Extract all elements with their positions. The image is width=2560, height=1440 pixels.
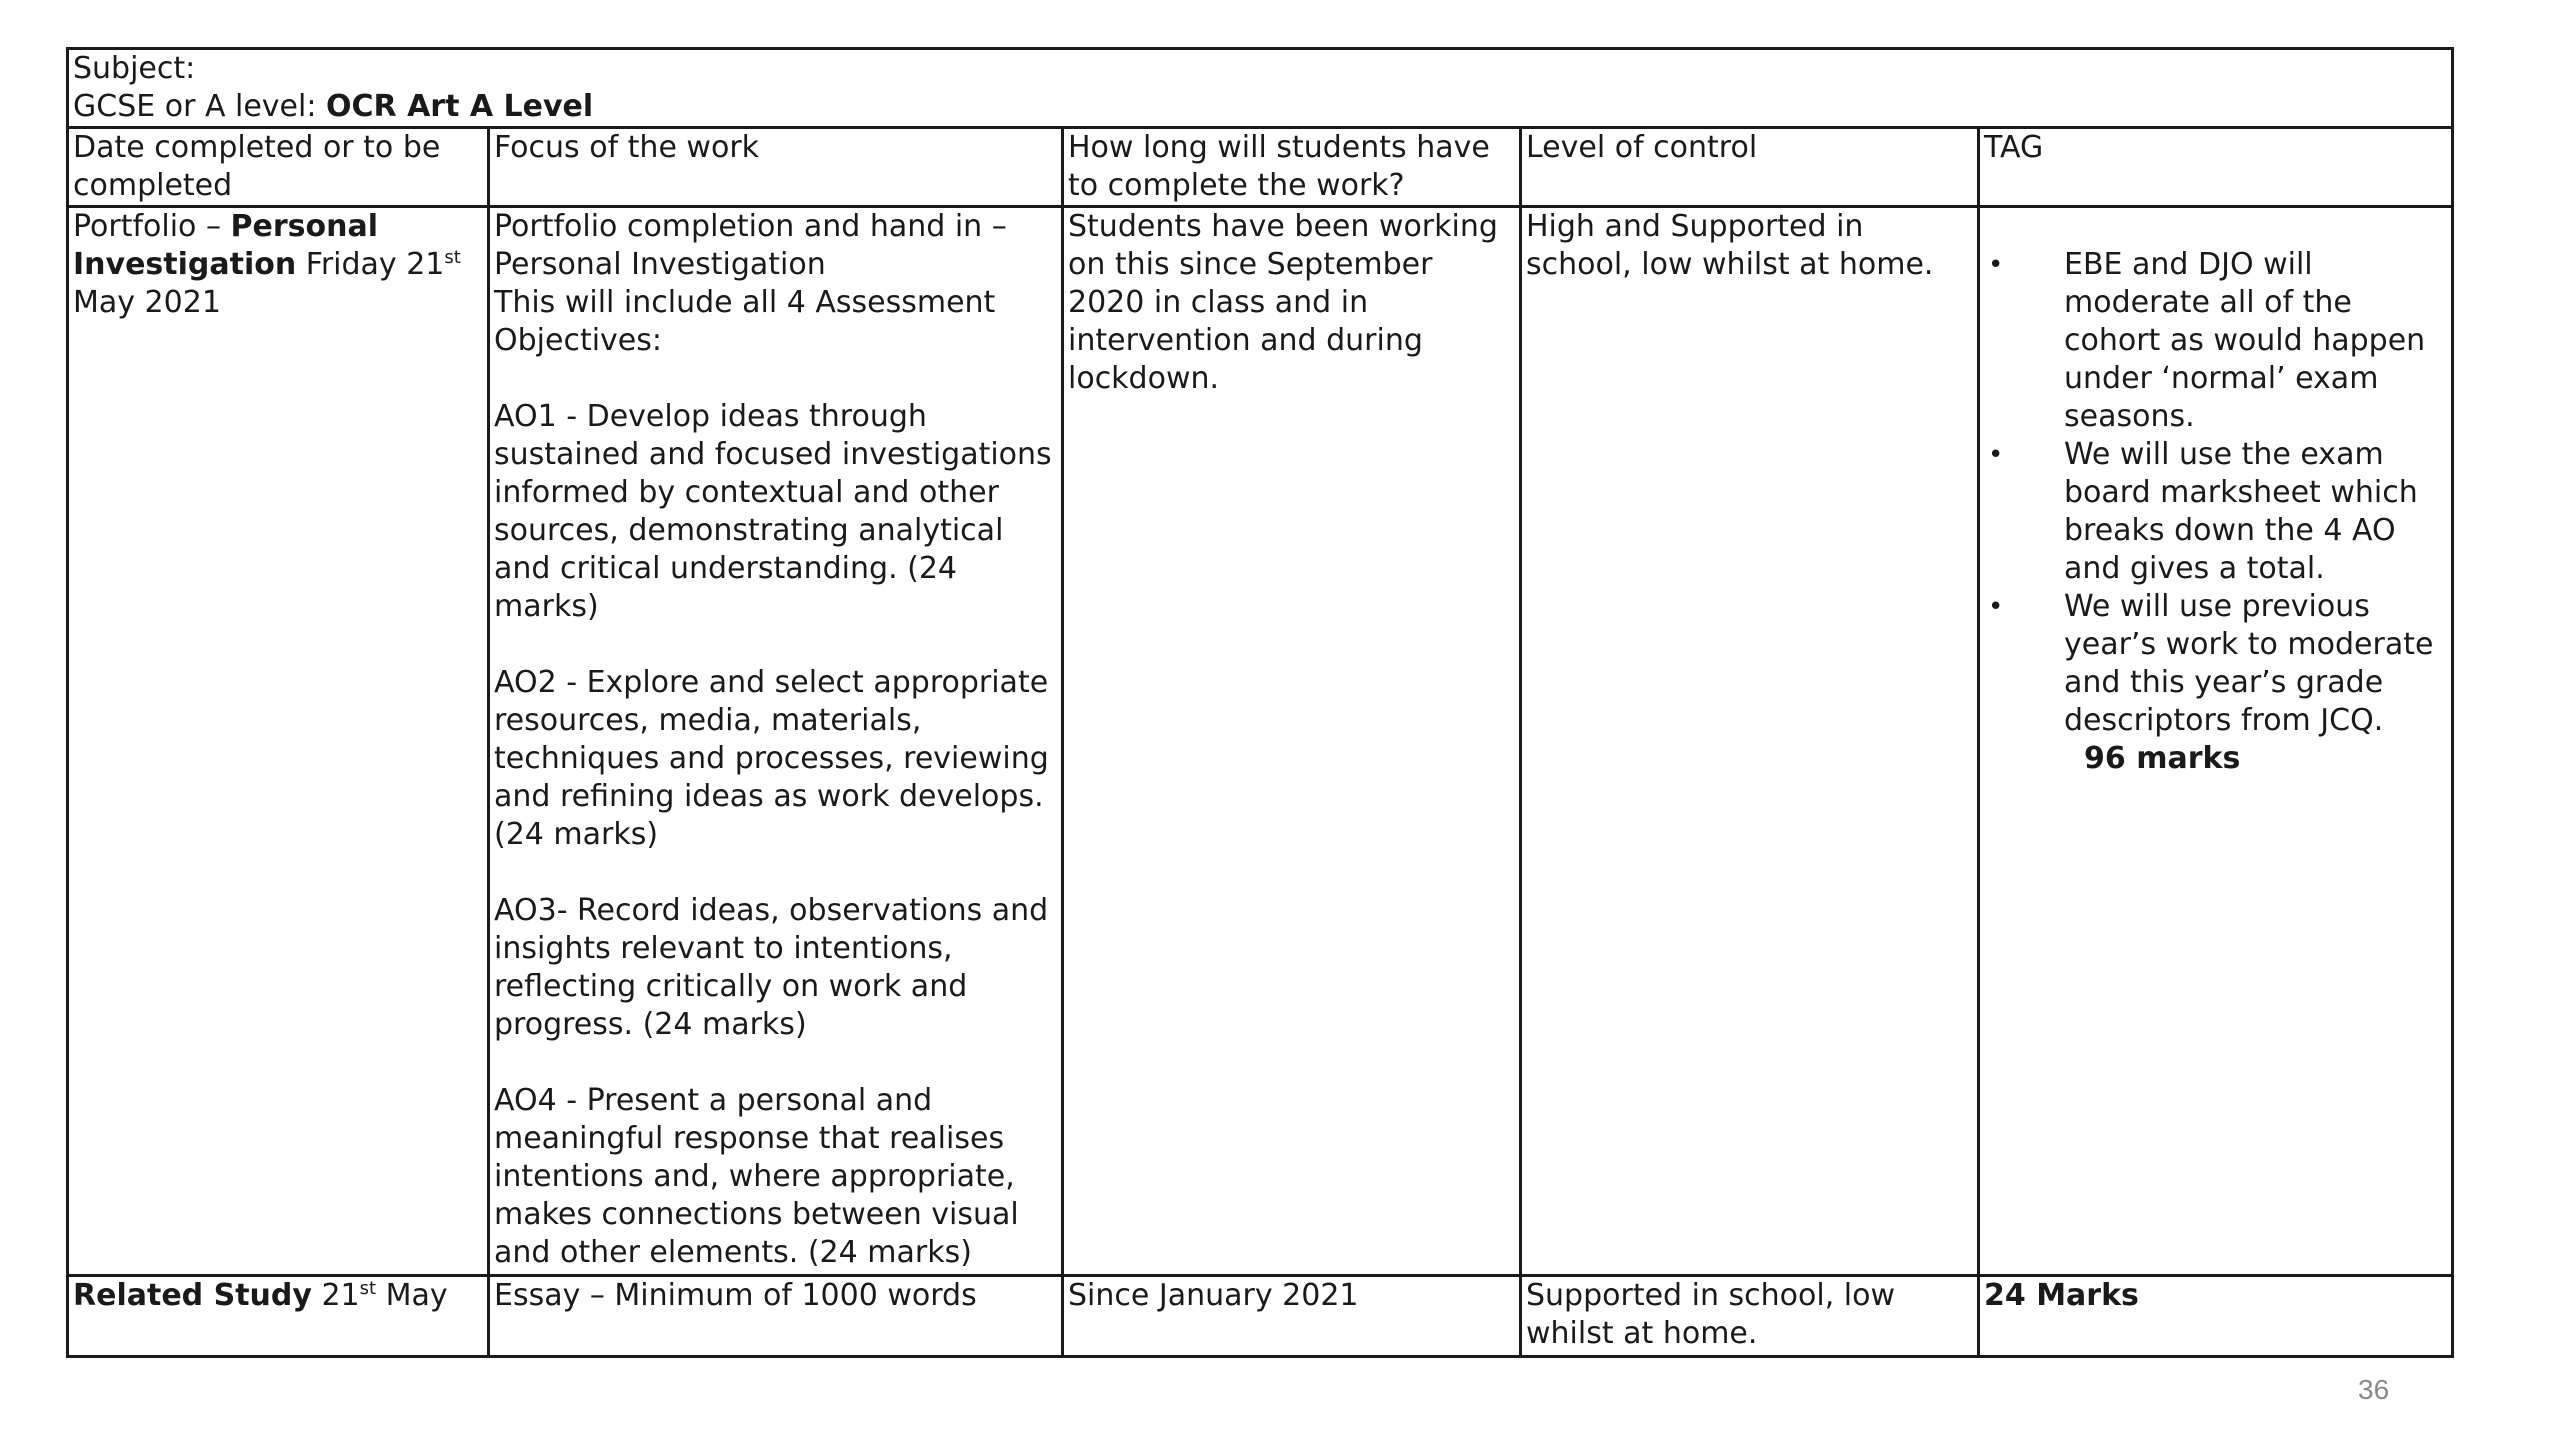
portfolio-tag-cell (1979, 207, 2453, 1276)
level-label: GCSE or A level: (73, 89, 326, 124)
tag-item: • EBE and DJO will moderate all of the cohort as would happen under ‘normal’ exam seasons. (1984, 246, 2447, 436)
tag-item: • We will use previous year’s work to moderate and this year’s grade descriptors from JCQ. (1984, 588, 2447, 740)
focus-ao3: AO3- Record ideas, observations and insights relevant to intentions, reflecting critically on work and progress. (24 marks) (494, 893, 1049, 1042)
focus-ao2: AO2 - Explore and select appropriate resources, media, materials, techniques and processes, reviewing and refining ideas as work develops. (24 marks) (494, 665, 1049, 852)
related-control-cell: Supported in school, low whilst at home. (1521, 1276, 1979, 1357)
header-tag: TAG (1979, 128, 2453, 207)
related-date-suffix: May (376, 1278, 448, 1313)
page-number: 36 (2358, 1374, 2390, 1405)
portfolio-control-cell: High and Supported in school, low whilst at home. (1521, 207, 1979, 1276)
portfolio-duration-cell: Students have been working on this since September 2020 in class and in intervention and during lockdown. (1063, 207, 1521, 1276)
focus-intro-2: This will include all 4 Assessment Objectives: (494, 285, 996, 358)
related-duration-cell: Since January 2021 (1063, 1276, 1521, 1357)
portfolio-date-bold: Personal Investigation (73, 209, 378, 282)
focus-ao4: AO4 - Present a personal and meaningful response that realises intentions and, where appropriate, makes connections between visual and other elements. (24 marks) (494, 1083, 1019, 1270)
portfolio-date-prefix: Portfolio – (73, 209, 231, 244)
header-row (68, 128, 2453, 207)
related-date-cell (68, 1276, 489, 1357)
tag-item: • We will use the exam board marksheet which breaks down the 4 AO and gives a total. (1984, 436, 2447, 588)
tag-list (1984, 246, 2447, 740)
subject-label: Subject: (73, 51, 196, 86)
header-focus: Focus of the work (489, 128, 1063, 207)
portfolio-date-text: Friday 21 (296, 247, 445, 282)
portfolio-focus-cell (489, 207, 1063, 1276)
related-study-row (68, 1276, 2453, 1357)
tag-total: 96 marks (2084, 741, 2241, 776)
header-date: Date completed or to be completed (68, 128, 489, 207)
subject-cell (68, 49, 2453, 128)
level-value: OCR Art A Level (326, 89, 594, 124)
portfolio-date-sup: st (444, 247, 461, 268)
related-date-sup: st (359, 1278, 377, 1299)
related-date-text: 21 (311, 1278, 360, 1313)
related-tag-cell: 24 Marks (1979, 1276, 2453, 1357)
assessment-table (66, 47, 2454, 1358)
level-line (73, 88, 2447, 126)
focus-ao1: AO1 - Develop ideas through sustained and focused investigations informed by contextual and other sources, demonstrating analytical and critical understanding. (24 marks) (494, 399, 1052, 624)
related-date-bold: Related Study (73, 1278, 312, 1313)
header-control: Level of control (1521, 128, 1979, 207)
subject-row (68, 49, 2453, 128)
focus-intro-1: Portfolio completion and hand in – Personal Investigation (494, 209, 1007, 282)
header-duration: How long will students have to complete the work? (1063, 128, 1521, 207)
portfolio-row (68, 207, 2453, 1276)
portfolio-date-suffix: May 2021 (73, 285, 221, 320)
portfolio-date-cell (68, 207, 489, 1276)
related-focus-cell: Essay – Minimum of 1000 words (489, 1276, 1063, 1357)
